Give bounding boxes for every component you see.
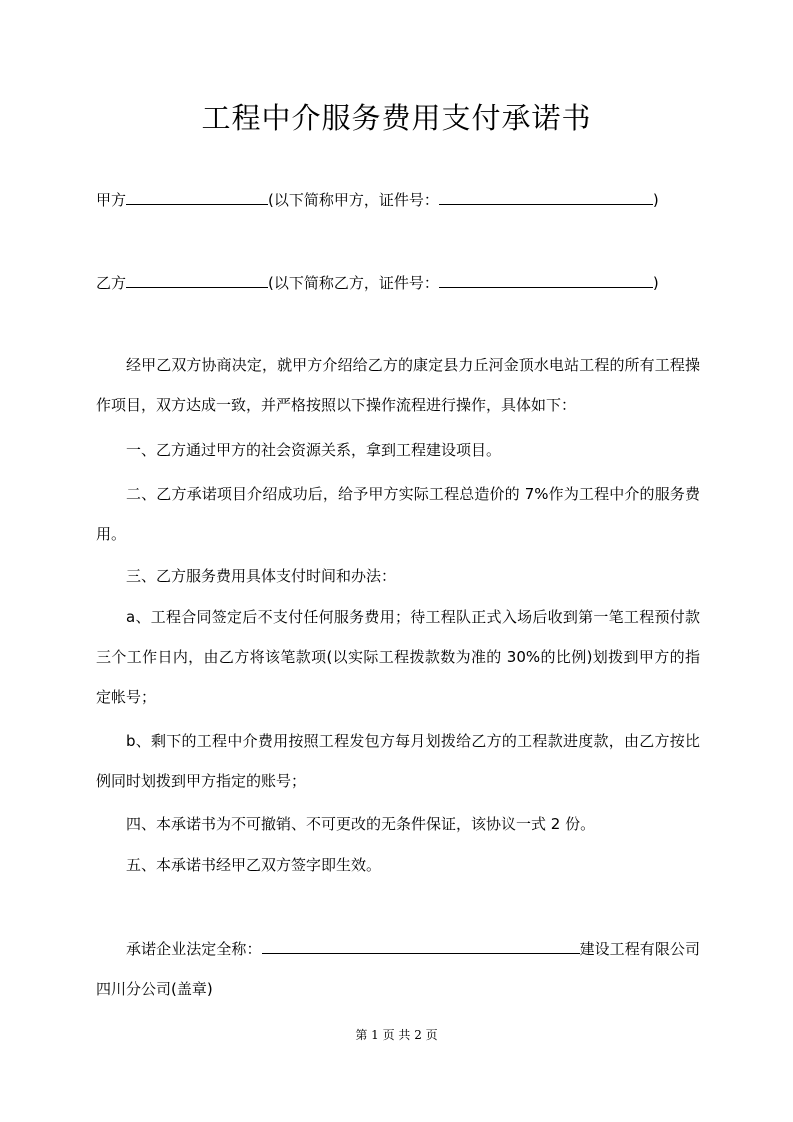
- clause-4: 四、本承诺书为不可撤销、不可更改的无条件保证，该协议一式 2 份。: [126, 815, 596, 833]
- clause-1: 一、乙方通过甲方的社会资源关系，拿到工程建设项目。: [126, 441, 502, 459]
- document-title: 工程中介服务费用支付承诺书: [201, 101, 592, 135]
- party-a-name-blank[interactable]: [126, 189, 268, 205]
- clause-3a: a、工程合同签定后不支付任何服务费用；待工程队正式入场后收到第一笔工程预付款三个工作日内，由乙方将该笔款项(以实际工程拨款数为准的 30%的比例)划拨到甲方的指定帐号；: [96, 608, 700, 706]
- party-a-middle-text: (以下简称甲方，证件号：: [268, 191, 439, 209]
- clause-3: 三、乙方服务费用具体支付时间和办法：: [126, 567, 397, 585]
- clause-2: 二、乙方承诺项目介绍成功后，给予甲方实际工程总造价的 7%作为工程中介的服务费用。: [96, 485, 700, 543]
- party-b-middle-text: (以下简称乙方，证件号：: [268, 274, 439, 292]
- party-b-name-blank[interactable]: [126, 272, 268, 288]
- signature-suffix: 建设工程有限公司四川分公司(盖章): [96, 940, 700, 998]
- party-a-id-blank[interactable]: [439, 189, 653, 205]
- party-b-id-blank[interactable]: [439, 272, 653, 288]
- page-number-footer: 第 1 页 共 2 页: [355, 1028, 438, 1042]
- party-a-label: 甲方: [96, 191, 127, 209]
- signature-company-blank[interactable]: [262, 938, 580, 954]
- clause-3b: b、剩下的工程中介费用按照工程发包方每月划拨给乙方的工程款进度款，由乙方按比例同时划拨到甲方指定的账号；: [96, 732, 700, 790]
- intro-paragraph: 经甲乙双方协商决定，就甲方介绍给乙方的康定县力丘河金顶水电站工程的所有工程操作项目，双方达成一致，并严格按照以下操作流程进行操作，具体如下：: [96, 356, 700, 414]
- party-b-label: 乙方: [96, 274, 127, 292]
- party-b-close: ): [652, 274, 659, 292]
- party-b-line: [96, 272, 700, 293]
- signature-label: 承诺企业法定全称：: [126, 940, 262, 958]
- signature-paragraph: [96, 929, 700, 1009]
- clause-5: 五、本承诺书经甲乙双方签字即生效。: [126, 856, 382, 874]
- party-a-close: ): [652, 191, 659, 209]
- party-a-line: [96, 189, 700, 210]
